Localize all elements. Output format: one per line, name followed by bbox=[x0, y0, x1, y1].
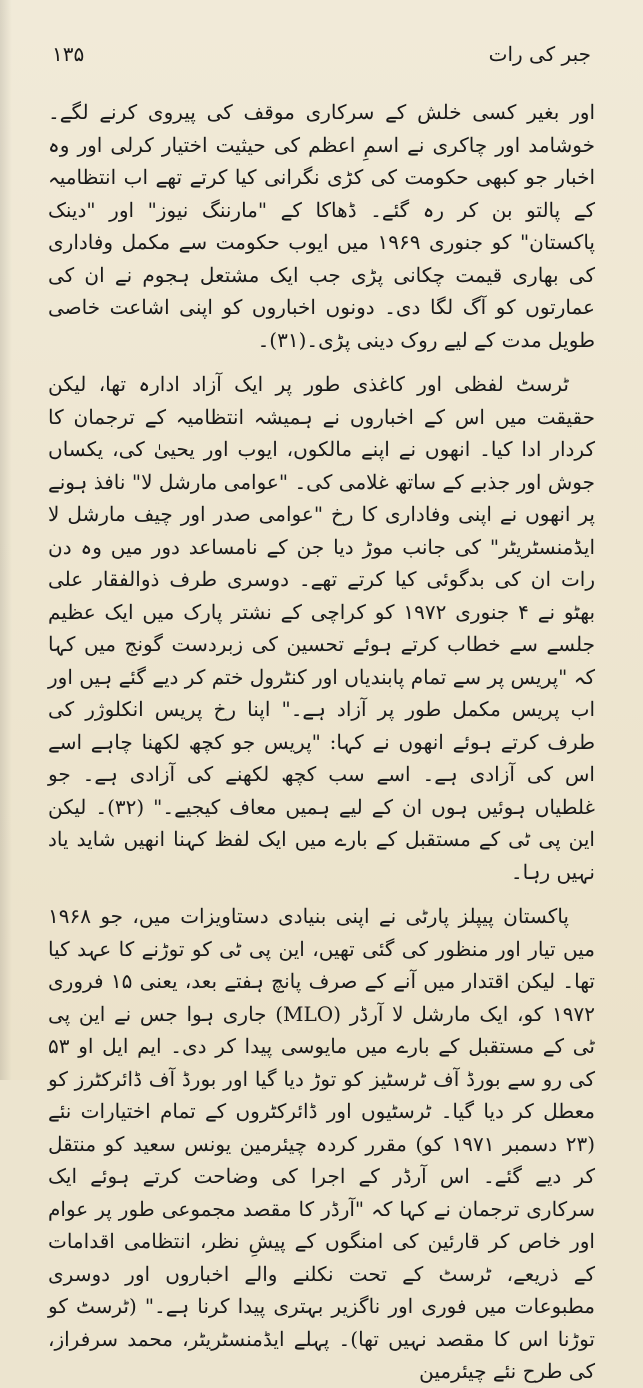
paragraph-2: ٹرسٹ لفظی اور کاغذی طور پر ایک آزاد ادارہ تھا، لیکن حقیقت میں اس کے اخباروں نے ہمیشہ انتظامیہ کے ترجمان کا کردار ادا کیا۔ انھوں نے اپنے مالکوں، ایوب اور یحییٰ کی، یکساں جوش اور جذبے کے ساتھ غلامی کی۔ "عوامی مارشل لا" نافذ ہونے پر انھوں نے اپنی وفاداری کا رخ "عوامی صدر اور چیف مارشل لا ایڈمنسٹریٹر" کی جانب موڑ دیا جن کے نامساعد دور میں وہ دن رات ان کی بدگوئی کیا کرتے تھے۔ دوسری طرف ذوالفقار علی بھٹو نے ۴ جنوری ۱۹۷۲ کو کراچی کے نشتر پارک میں ایک عظیم جلسے سے خطاب کرتے ہوئے تحسین کی زبردست گونج میں کہا کہ "پریس پر سے تمام پابندیاں اور کنٹرول ختم کر دیے گئے ہیں اور اب پریس مکمل طور پر آزاد ہے۔" اپنا رخ پریس انکلوژر کی طرف کرتے ہوئے انھوں نے کہا: "پریس جو کچھ لکھنا چاہے اسے اس کی آزادی ہے۔ اسے سب کچھ لکھنے کی آزادی ہے۔ جو غلطیاں ہوئیں ہوں ان کے لیے ہمیں معاف کیجیے۔" (۳۲)۔ لیکن این پی ٹی کے مستقبل کے بارے میں ایک لفظ کہنا انھیں شاید یاد نہیں رہا۔ bbox=[48, 372, 596, 884]
page-number: ۱۳۵ bbox=[52, 42, 85, 66]
paragraph-1: اور بغیر کسی خلش کے سرکاری موقف کی پیروی کرنے لگے۔ خوشامد اور چاکری نے اسمِ اعظم کی حیثیت اختیار کرلی اور وہ اخبار جو کبھی حکومت کی کڑی نگرانی کیا کرتے تھے اب انتظامیہ کے پالتو بن کر رہ گئے۔ ڈھاکا کے "مارننگ نیوز" اور "دینک پاکستان" کو جنوری ۱۹۶۹ میں ایوب حکومت سے مکمل وفاداری کی بھاری قیمت چکانی پڑی جب ایک مشتعل ہجوم نے ان کی عمارتوں کو آگ لگا دی۔ دونوں اخباروں کو اپنی اشاعت خاصی طویل مدت کے لیے روک دینی پڑی۔(۳۱)۔ bbox=[48, 100, 595, 352]
page-header bbox=[52, 40, 591, 68]
page-body bbox=[48, 96, 596, 1383]
running-title: جبر کی رات bbox=[488, 42, 591, 66]
paragraph-3: پاکستان پیپلز پارٹی نے اپنی بنیادی دستاویزات میں، جو ۱۹۶۸ میں تیار اور منظور کی گئی تھیں، این پی ٹی کو توڑنے کا عہد کیا تھا۔ لیکن اقتدار میں آنے کے صرف پانچ ہفتے بعد، یعنی ۱۵ فروری ۱۹۷۲ کو، ایک مارشل لا آرڈر (MLO) جاری ہوا جس نے این پی ٹی کے مستقبل کے بارے میں مایوسی پیدا کر دی۔ ایم ایل او ۵۳ کی رو سے بورڈ آف ٹرسٹیز کو توڑ دیا گیا اور بورڈ آف ڈائرکٹرز کو معطل کر دیا گیا۔ ٹرسٹیوں اور ڈائرکٹروں کے تمام اختیارات نئے (۲۳ دسمبر ۱۹۷۱ کو) مقرر کردہ چیئرمین یونس سعید کو منتقل کر دیے گئے۔ اس آرڈر کے اجرا کی وضاحت کرتے ہوئے ایک سرکاری ترجمان نے کہا کہ "آرڈر کا مقصد مجموعی طور پر عوام اور خاص کر قارئین کی امنگوں کے پیشِ نظر، انتظامی اقدامات کے ذریعے، ٹرسٹ کے تحت نکلنے والے اخباروں اور دوسری مطبوعات میں فوری اور ناگزیر بہتری پیدا کرنا ہے۔" (ٹرسٹ کو توڑنا اس کا مقصد نہیں تھا)۔ پہلے ایڈمنسٹریٹر، محمد سرفراز، کی طرح نئے چیئرمین bbox=[48, 904, 595, 1383]
